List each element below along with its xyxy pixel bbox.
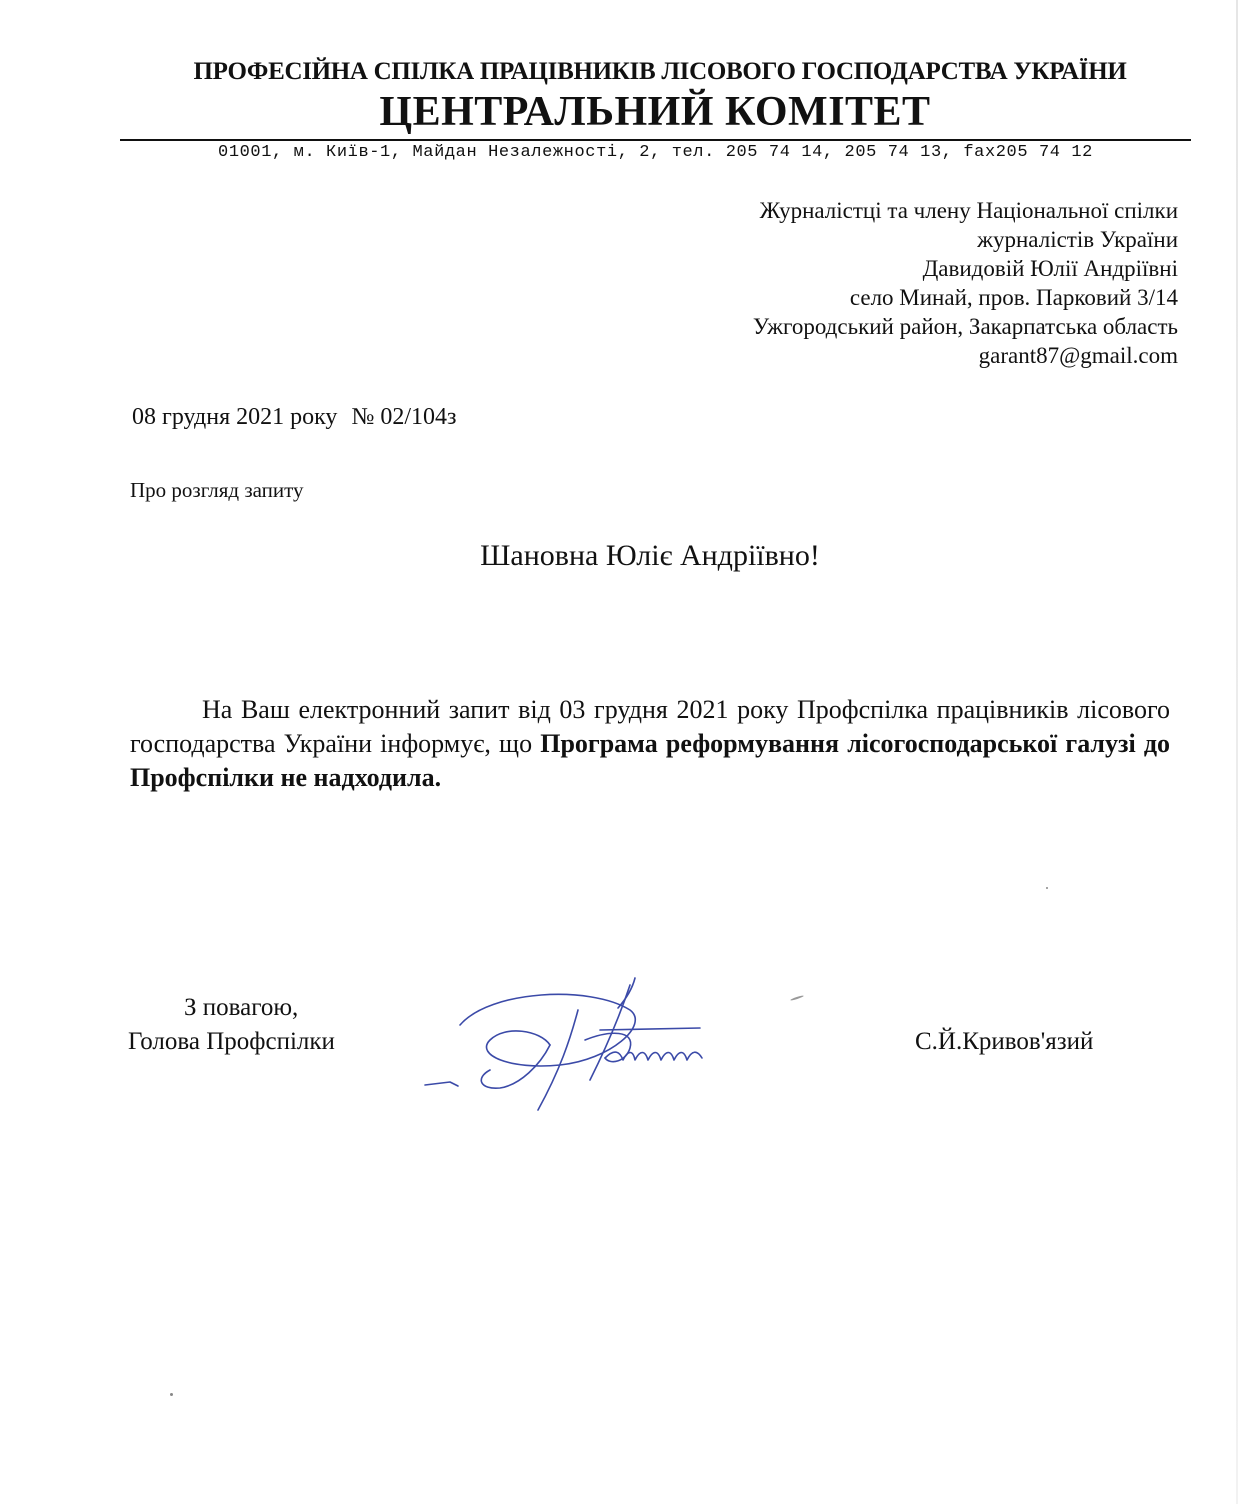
committee-title: ЦЕНТРАЛЬНИЙ КОМІТЕТ — [379, 89, 931, 135]
recipient-line: Ужгородський район, Закарпатська область — [752, 314, 1178, 339]
recipient-line: журналістів України — [977, 227, 1178, 252]
header-divider — [120, 139, 1191, 141]
recipient-block — [618, 196, 1178, 370]
scan-edge — [1236, 0, 1238, 1504]
signer-position: Голова Профспілки — [128, 1028, 335, 1055]
recipient-email: garant87@gmail.com — [978, 343, 1178, 368]
recipient-line: Журналістці та члену Національної спілки — [759, 198, 1178, 223]
letter-date: 08 грудня 2021 року — [132, 404, 338, 430]
body-text-plain: На Ваш електронний запит від 03 грудня 2021 року Профспілка працівників лісового господарства України інформує, що — [130, 695, 1170, 758]
letter-subject: Про розгляд запиту — [130, 478, 304, 502]
closing-regards: З повагою, — [184, 994, 299, 1021]
letter-number: № 02/104з — [351, 404, 457, 430]
organization-name: ПРОФЕСІЙНА СПІЛКА ПРАЦІВНИКІВ ЛІСОВОГО ГОСПОДАРСТВА УКРАЇНИ — [193, 58, 1127, 85]
salutation: Шановна Юліє Андріївно! — [480, 539, 820, 572]
date-number-line — [132, 404, 456, 431]
closing-block — [128, 991, 335, 1059]
scan-speck — [1046, 887, 1048, 889]
organization-address: 01001, м. Київ-1, Майдан Незалежності, 2, тел. 205 74 14, 205 74 13, fax205 74 12 — [218, 143, 1093, 162]
recipient-line: Давидовій Юлії Андріївні — [922, 256, 1178, 281]
scan-speck — [170, 1393, 173, 1396]
recipient-line: село Минай, пров. Парковий 3/14 — [849, 285, 1178, 310]
signer-name: С.Й.Кривов'язий — [915, 1028, 1094, 1055]
letter-body — [130, 693, 1170, 795]
handwritten-signature-icon — [420, 970, 820, 1120]
body-text-bold: Програма реформування лісогосподарської галузі до Профспілки не надходила. — [130, 729, 1170, 792]
